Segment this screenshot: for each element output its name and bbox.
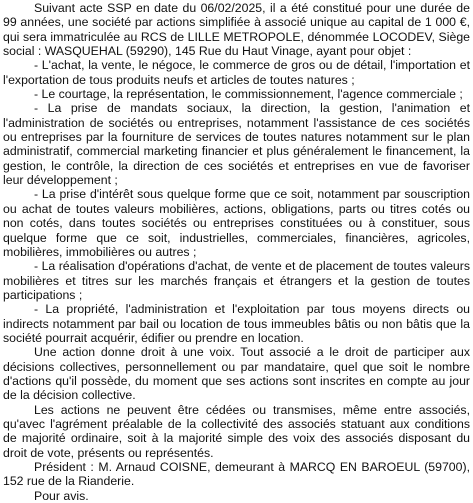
object-item-property: - La propriété, l'administration et l'exploitation par tous moyens directs ou indirects notamment par bail ou location de tous immeubles bâtis ou non bâtis que la société pourrait acquérir, édifier ou prendre en location. bbox=[3, 302, 470, 345]
voting-rights-paragraph: Une action donne droit à une voix. Tout associé a le droit de participer aux décisions collectives, personnellement ou par mandataire, quel que soit le nombre d'actions qu'il possède, du moment que ses actions sont inscrites en compte au jour de la décision collective. bbox=[3, 345, 470, 403]
object-item-mandates: - La prise de mandats sociaux, la direction, la gestion, l'animation et l'administration de sociétés ou entreprises, notamment l'assistance de ces sociétés ou entreprises par la fourniture de services de toutes natures notamment sur le plan administratif, commercial marketing financier et plus généralement le financement, la gestion, le contrôle, la direction de ces sociétés et entreprises en vue de favoriser leur développement ; bbox=[3, 101, 470, 188]
notice-intro: Suivant acte SSP en date du 06/02/2025, il a été constitué pour une durée de 99 années, une société par actions simplifiée à associé unique au capital de 1 000 €, qui sera immatriculée au RCS de LILLE METROPOLE, dénommée LOCODEV, Siège social : WASQUEHAL (59290), 145 Rue du Haut Vinage, ayant pour objet : bbox=[3, 1, 470, 59]
share-transfer-paragraph: Les actions ne peuvent être cédées ou transmises, même entre associés, qu'avec l'agrément préalable de la collectivité des associés statuant aux conditions de majorité ordinaire, soit à la majorité simple des voix des associés disposant du droit de vote, présents ou représentés. bbox=[3, 402, 470, 460]
object-item-trade: - L'achat, la vente, le négoce, le commerce de gros ou de détail, l'importation et l'exportation de tous produits neufs et articles de toutes natures ; bbox=[3, 58, 470, 87]
president-paragraph: Président : M. Arnaud COISNE, demeurant à MARCQ EN BAROEUL (59700), 152 rue de la Rianderie. bbox=[3, 460, 470, 489]
object-item-brokerage: - Le courtage, la représentation, le commissionnement, l'agence commerciale ; bbox=[34, 87, 463, 102]
object-item-securities: - La réalisation d'opérations d'achat, de vente et de placement de toutes valeurs mobilières et titres sur les marchés français et étrangers et la gestion de toutes participations ; bbox=[3, 259, 470, 302]
object-item-shareholdings: - La prise d'intérêt sous quelque forme que ce soit, notamment par souscription ou achat de toutes valeurs mobilières, actions, obligations, parts ou titres cotés ou non cotés, dans toutes sociétés ou entreprises constituées ou à constituer, sous quelque forme que ce soit, industrielles, commerciales, financières, agricoles, mobilières, immobilières ou autres ; bbox=[3, 187, 470, 259]
closing-paragraph: Pour avis. bbox=[34, 488, 89, 503]
